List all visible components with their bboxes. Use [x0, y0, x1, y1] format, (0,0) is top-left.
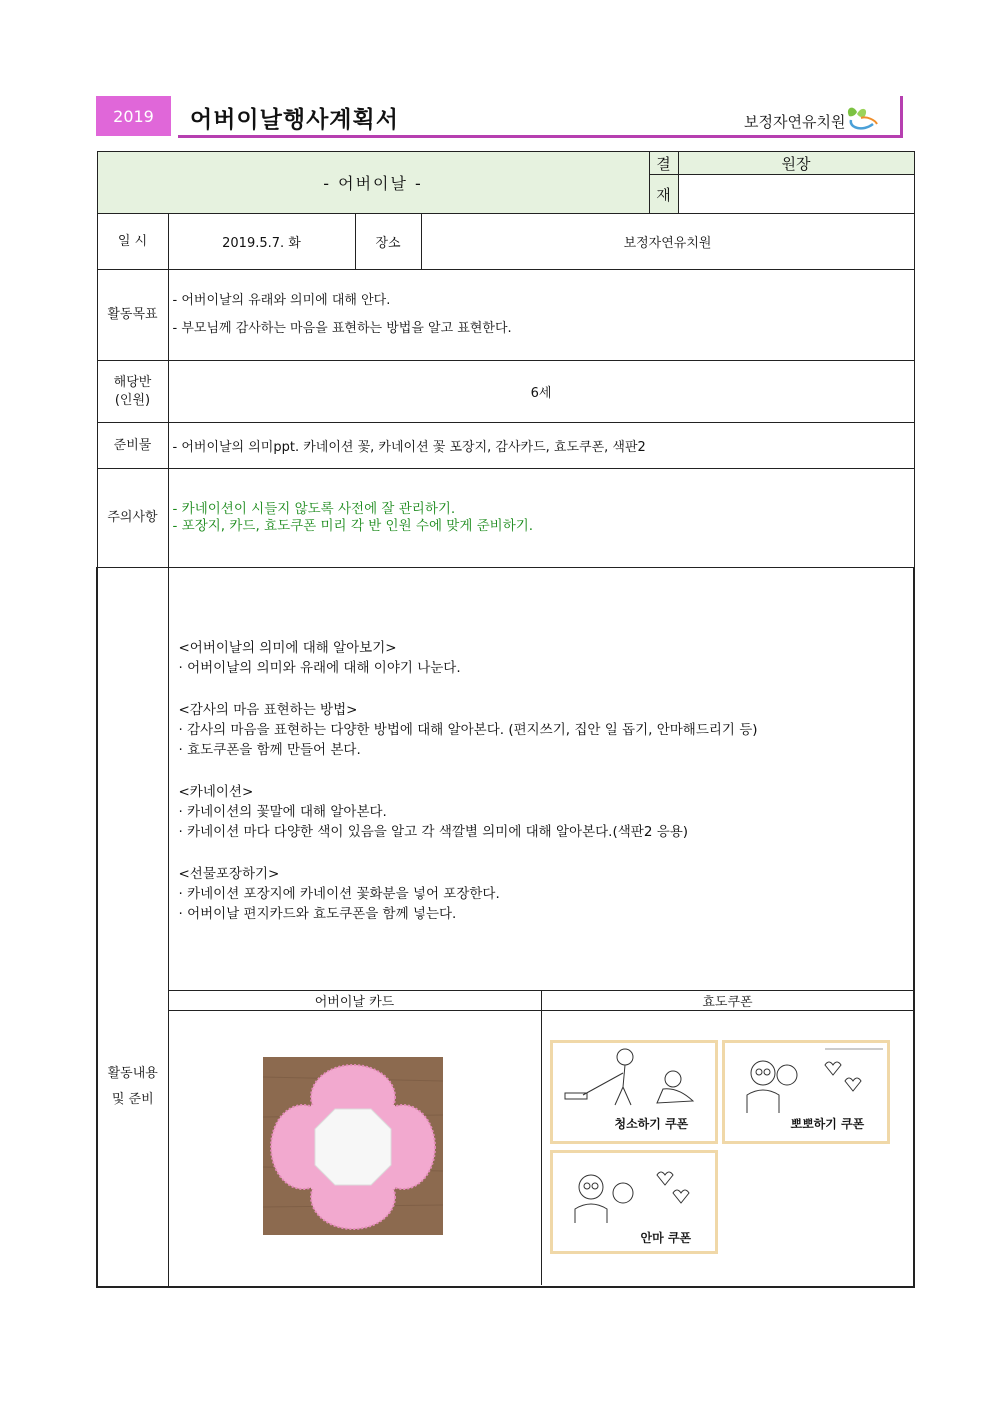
activity-section: [179, 864, 914, 924]
section-item: · 어버이날 편지카드와 효도쿠폰을 함께 넣는다.: [178, 906, 457, 922]
class-label: [97, 361, 168, 423]
header-right-bar: [900, 96, 903, 138]
section-item: · 감사의 마음을 표현하는 다양한 방법에 대해 알아본다. (편지쓰기, 집안 일 돕기, 안마해드리기 등): [178, 722, 758, 738]
activity-section: [179, 638, 914, 678]
materials-label: 준비물: [97, 423, 168, 469]
coupon-label: 청소하기 쿠폰: [614, 1117, 689, 1131]
activity-label: [97, 568, 168, 1287]
date-label: 일 시: [97, 214, 168, 270]
principal-label: 원장: [678, 152, 914, 175]
massage-illustration-icon: [553, 1153, 715, 1223]
caution-label: 주의사항: [97, 469, 168, 568]
activity-section: [179, 782, 914, 842]
activity-cell: [168, 568, 914, 1287]
caution-item: - 카네이션이 시들지 않도록 사전에 잘 관리하기.: [172, 501, 456, 517]
image-table: [168, 990, 915, 1285]
class-label-line-2: (인원): [114, 392, 151, 408]
coupon-massage: [550, 1150, 718, 1254]
caution-list: [168, 469, 914, 568]
coupon-label: 안마 쿠폰: [640, 1231, 692, 1245]
cleaning-illustration-icon: [553, 1043, 715, 1113]
header-divider: [178, 135, 903, 138]
kindergarten-logo-icon: [843, 104, 879, 132]
class-value: 6세: [168, 361, 914, 423]
coupon-label: 뽀뽀하기 쿠폰: [790, 1117, 865, 1131]
coupon-cleaning: [550, 1040, 718, 1144]
activity-label-line-2: 및 준비: [111, 1091, 154, 1107]
coupon-kissing: [722, 1040, 890, 1144]
event-title: - 어버이날 -: [323, 174, 423, 193]
sign-label-1: 결: [649, 152, 678, 175]
goal-label: 활동목표: [97, 270, 168, 361]
coupon-image-cell: [541, 1011, 914, 1285]
materials-value: - 어버이날의 의미ppt. 카네이션 꽃, 카네이션 꽃 포장지, 감사카드, 효도쿠폰, 색판2: [168, 423, 914, 469]
activity-content: [169, 568, 914, 922]
section-heading: <감사의 마음 표현하는 방법>: [178, 702, 358, 718]
goal-item: - 어버이날의 유래와 의미에 대해 안다.: [172, 293, 391, 308]
goal-list: [168, 270, 914, 361]
coupon-header: 효도쿠폰: [541, 991, 914, 1011]
date-value: 2019.5.7. 화: [168, 214, 355, 270]
parents-day-card-photo: [263, 1057, 443, 1235]
principal-signature-box: [678, 175, 914, 214]
sign-label-2: 재: [649, 175, 678, 214]
section-item: · 카네이션 마다 다양한 색이 있음을 알고 각 색깔별 의미에 대해 알아본다.(색판2 응용): [178, 824, 689, 840]
class-label-line-1: 해당반: [113, 374, 152, 390]
place-value: 보정자연유치원: [421, 214, 914, 270]
card-header: 어버이날 카드: [168, 991, 541, 1011]
caution-item: - 포장지, 카드, 효도쿠폰 미리 각 반 인원 수에 맞게 준비하기.: [172, 518, 534, 534]
section-item: · 카네이션의 꽃말에 대해 알아본다.: [178, 804, 387, 820]
kissing-illustration-icon: [725, 1043, 887, 1113]
card-image-cell: [168, 1011, 541, 1285]
plan-table: [96, 151, 915, 1288]
place-label: 장소: [355, 214, 421, 270]
document-title: 어버이날행사계획서: [190, 107, 399, 133]
event-title-cell: [97, 152, 649, 214]
school-name: 보정자연유치원: [744, 113, 846, 131]
section-item: · 어버이날의 의미와 유래에 대해 이야기 나눈다.: [178, 660, 461, 676]
activity-label-line-1: 활동내용: [107, 1065, 158, 1081]
section-item: · 효도쿠폰을 함께 만들어 본다.: [178, 742, 361, 758]
goal-item: - 부모님께 감사하는 마음을 표현하는 방법을 알고 표현한다.: [172, 321, 512, 336]
section-heading: <선물포장하기>: [178, 866, 280, 882]
section-heading: <어버이날의 의미에 대해 알아보기>: [178, 640, 397, 656]
section-item: · 카네이션 포장지에 카네이션 꽃화분을 넣어 포장한다.: [178, 886, 500, 902]
section-heading: <카네이션>: [178, 784, 254, 800]
activity-section: [179, 700, 914, 760]
year-badge: 2019: [96, 96, 171, 136]
